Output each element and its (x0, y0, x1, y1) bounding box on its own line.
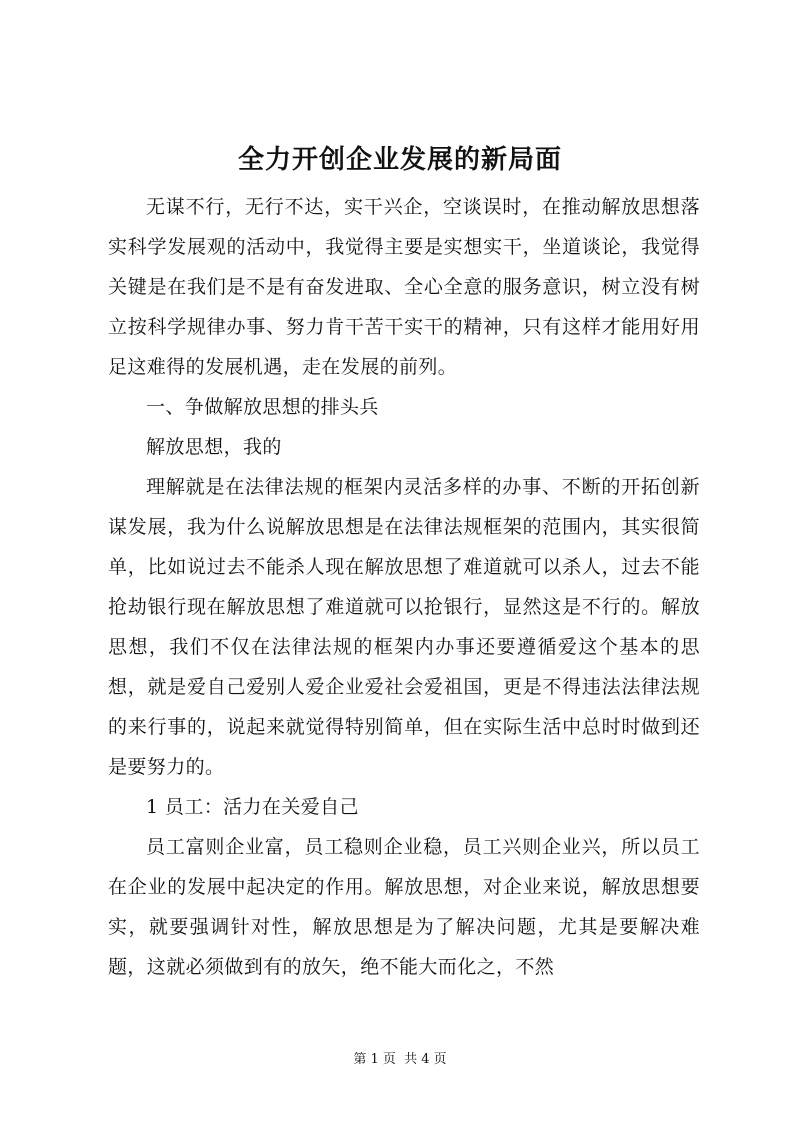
document-title: 全力开创企业发展的新局面 (237, 145, 562, 175)
document-body (108, 187, 700, 987)
section-heading-1: 一、争做解放思想的排头兵 (146, 396, 379, 418)
subsection-heading-1: 1 员工：活力在关爱自己 (146, 796, 359, 818)
page-footer (0, 1050, 800, 1070)
paragraph-intro: 无谋不行，无行不达，实干兴企，空谈误时，在推动解放思想落实科学发展观的活动中，我觉得主要是实想实干，坐道谈论，我觉得关键是在我们是不是有奋发进取、全心全意的服务意识，树立没有树立按科学规律办事、努力肯干苦干实干的精神，只有这样才能用好用足这难得的发展机遇，走在发展的前列。 (108, 196, 700, 378)
paragraph-lead: 解放思想，我的 (146, 436, 282, 458)
paragraph-liberation: 理解就是在法律法规的框架内灵活多样的办事、不断的开拓创新谋发展，我为什么说解放思想是在法律法规框架的范围内，其实很简单，比如说过去不能杀人现在解放思想了难道就可以杀人，过去不能抢劫银行现在解放思想了难道就可以抢银行，显然这是不行的。解放思想，我们不仅在法律法规的框架内办事还要遵循爱这个基本的思想，就是爱自己爱别人爱企业爱社会爱祖国，更是不得违法法律法规的来行事的，说起来就觉得特别简单，但在实际生活中总时时做到还是要努力的。 (108, 476, 700, 778)
page-number-label: 第 1 页 共 4 页 (353, 1052, 447, 1067)
paragraph-employees: 员工富则企业富，员工稳则企业稳，员工兴则企业兴，所以员工在企业的发展中起决定的作用。解放思想，对企业来说，解放思想要实，就要强调针对性，解放思想是为了解决问题，尤其是要解决难题，这就必须做到有的放矢，绝不能大而化之，不然 (108, 836, 700, 978)
